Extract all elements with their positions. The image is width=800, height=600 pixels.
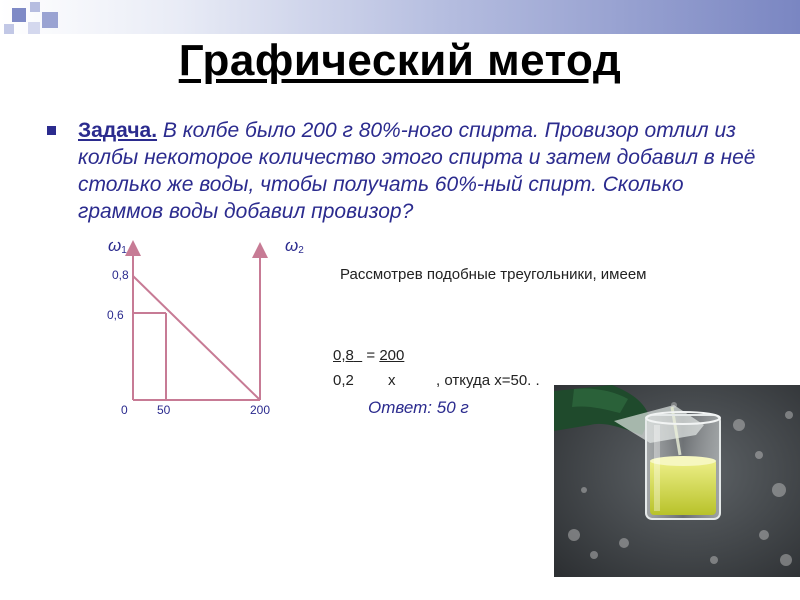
task-label: Задача.	[78, 119, 158, 142]
ratio-top-left: 0,8	[333, 347, 354, 364]
task-text: В колбе было 200 г 80%-ного спирта. Провизор отлил из колбы некоторое количество этого спирта и затем добавил в неё столько же воды, чтобы получать 60%-ный спирт. Сколько граммов воды добавил провизор?	[78, 119, 756, 223]
mixing-line	[133, 276, 260, 400]
beaker-photo	[554, 385, 800, 577]
ratio-bottom-mid: х	[388, 372, 396, 389]
triangles-note: Рассмотрев подобные треугольники, имеем	[340, 266, 647, 283]
answer-text: Ответ: 50 г	[368, 398, 469, 417]
slide-title: Графический метод	[178, 36, 622, 85]
y-tick-0-6: 0,6	[107, 308, 124, 322]
omega2-label: $\omega_2$	[285, 236, 304, 256]
ratio-bottom-left: 0,2	[333, 372, 354, 389]
x-tick-50: 50	[157, 403, 171, 417]
ratio-bottom-right: , откуда х=50. .	[436, 372, 540, 389]
omega1-label: $\omega_1$	[108, 236, 127, 256]
x-tick-0: 0	[121, 403, 128, 417]
ratio-top-row	[333, 347, 404, 364]
ratio-top-right: 200	[379, 347, 405, 364]
y-tick-0-8: 0,8	[112, 268, 129, 282]
x-tick-200: 200	[250, 403, 271, 417]
ratio-equals: =	[362, 347, 380, 364]
